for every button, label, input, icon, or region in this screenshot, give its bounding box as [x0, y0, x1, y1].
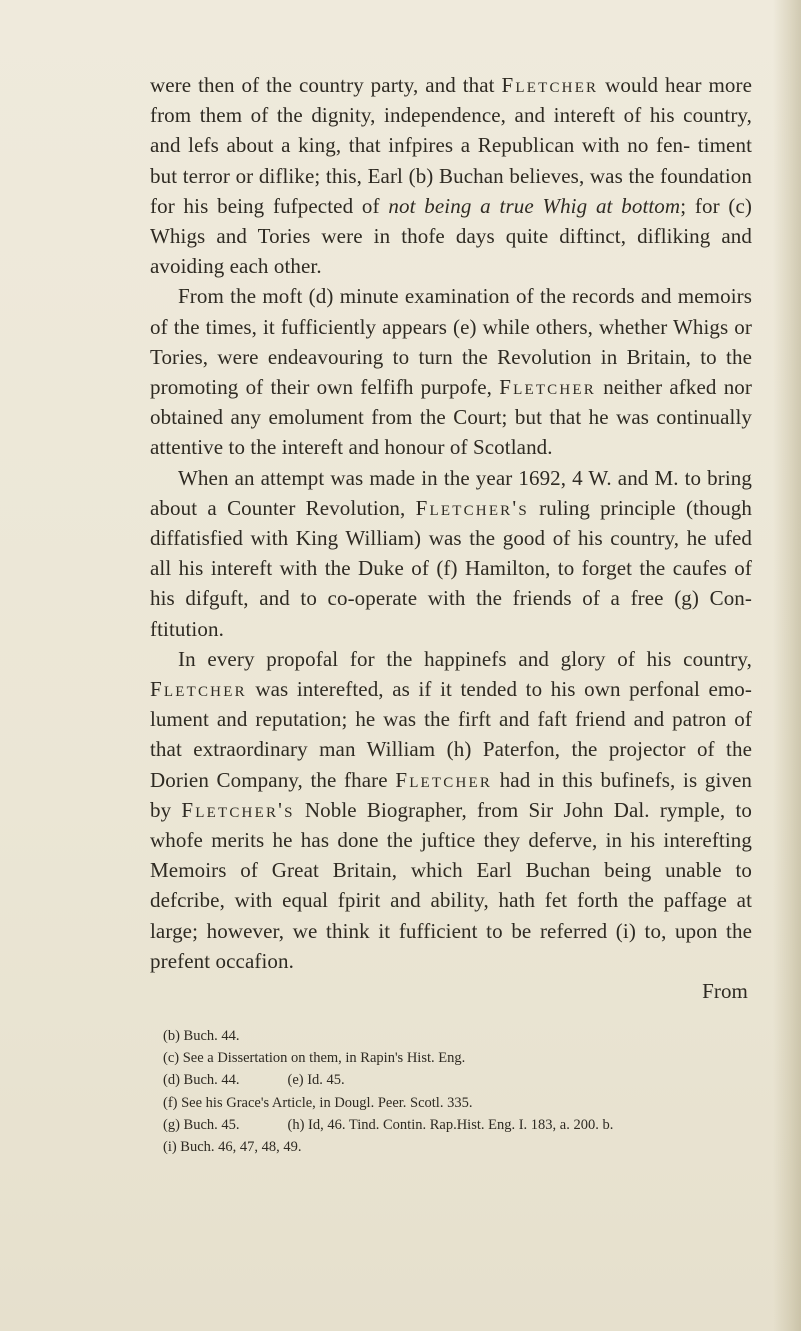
name-smallcaps: Fletcher — [150, 677, 247, 702]
footnote: (d) Buch. 44. — [163, 1072, 240, 1089]
footnote: (h) Id, 46. Tind. Contin. Rap.Hist. Eng. I. 183, a. 200. b. — [287, 1116, 614, 1133]
footnote-line — [163, 1092, 763, 1114]
text-run: Noble Biographer, from Sir John Dal. rymple, to whofe merits he has done the juftice they deferve, in his interefting Memoirs of Great Britain, which Earl Buchan being unable to defcribe, with equal fpirit and ability, hath fet forth the paffage at large; however, we think it fufficient to be referred (i) to, upon the prefent occafion. — [150, 797, 752, 973]
name-smallcaps: Fletcher — [501, 73, 599, 97]
text-run: had in this bufinefs, is given by — [150, 767, 753, 822]
text-run: In every propofal for the happinefs and glory of his country, — [178, 646, 752, 671]
text-run: were then of the country party, and that — [150, 73, 502, 97]
text-run: would hear more from them of the dignity, independence, and intereft of his country, and lefs about a king, that infpires a Republican with no fen- timent but terror or diflike; this, Earl (b) Buchan believes, was the foundation for his being fufpected of — [150, 73, 753, 218]
page-edge-shadow — [773, 0, 801, 1331]
paragraph — [150, 644, 752, 976]
paragraph — [150, 281, 752, 462]
footnote-line — [163, 1136, 763, 1158]
footnote: (g) Buch. 45. — [163, 1116, 240, 1133]
footnote-line — [163, 1114, 763, 1136]
name-smallcaps: Fletcher — [499, 375, 596, 400]
catchword: From — [702, 979, 748, 1004]
footnotes — [163, 1025, 763, 1158]
footnote-line — [163, 1047, 763, 1069]
text-run: ruling principle (though diffatisfied with King William) was the good of his country, he ufed all his intereft with the Duke of (f) Hamilton, to forget the caufes of his difguft, and to co-operate with the friends of a free (g) Con- ftitution. — [150, 495, 752, 641]
text-run: was interefted, as if it tended to his own perfonal emo- lument and reputation; he was the firft and faft friend and patron of that extraordinary man William (h) Paterfon, the projector of the Dorien Company, the fhare — [150, 677, 752, 792]
text-run: ; for (c) Whigs and Tories were in thofe days quite diftinct, difliking and avoiding each other. — [150, 193, 753, 279]
paragraph — [150, 463, 752, 644]
footnote: (f) See his Grace's Article, in Dougl. Peer. Scotl. 335. — [163, 1094, 473, 1111]
paragraph — [150, 70, 752, 281]
text-run: neither afked nor obtained any emolument from the Court; but that he was continually attentive to the intereft and honour of Scotland. — [150, 375, 753, 460]
name-smallcaps: Fletcher's — [181, 797, 295, 822]
body-text — [150, 70, 752, 1006]
footnote: (c) See a Dissertation on them, in Rapin's Hist. Eng. — [163, 1050, 466, 1067]
name-smallcaps: Fletcher's — [415, 495, 529, 520]
footnote: (e) Id. 45. — [287, 1072, 345, 1089]
footnote-line — [163, 1025, 763, 1047]
text-run: From the moft (d) minute examination of the records and memoirs of the times, it fufficiently appears (e) while others, whether Whigs or Tories, were endeavouring to turn the Revolution in Britain, to the promoting of their own felfifh purpofe, — [150, 284, 752, 400]
footnote-line — [163, 1069, 763, 1091]
italic-phrase: not being a true Whig at bottom — [388, 193, 681, 218]
footnote: (b) Buch. 44. — [163, 1028, 240, 1044]
name-smallcaps: Fletcher — [395, 767, 493, 792]
text-run: When an attempt was made in the year 1692, 4 W. and M. to bring about a Counter Revolution, — [150, 465, 752, 520]
footnote: (i) Buch. 46, 47, 48, 49. — [163, 1139, 302, 1156]
